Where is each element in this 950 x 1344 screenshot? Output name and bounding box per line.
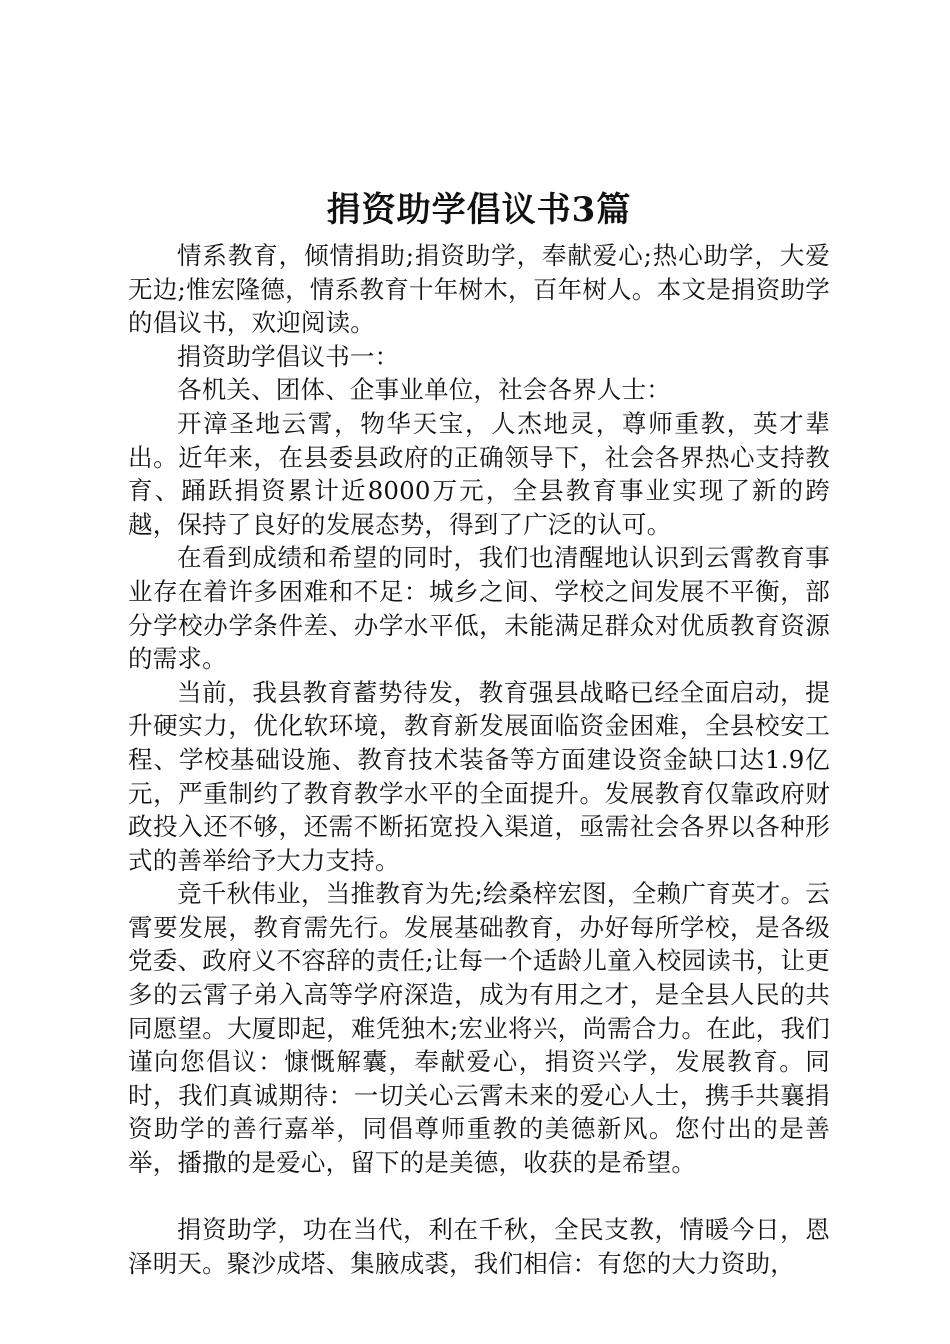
body-paragraph: 竞千秋伟业，当推教育为先;绘桑梓宏图，全赖广育英才。云霄要发展，教育需先行。发展基础教育，办好每所学校，是各级党委、政府义不容辞的责任;让每一个适龄儿童入校园读书，让更多的云霄子弟入高等学府深造，成为有用之才，是全县人民的共同愿望。大厦即起，难凭独木;宏业将兴，尚需合力。在此，我们谨向您倡议：慷慨解囊，奉献爱心，捐资兴学，发展教育。同时，我们真诚期待：一切关心云霄未来的爱心人士，携手共襄捐资助学的善行嘉举，同倡尊师重教的美德新风。您付出的是善举，播撒的是爱心，留下的是美德，收获的是希望。 (128, 879, 830, 1178)
body-paragraph: 当前，我县教育蓄势待发，教育强县战略已经全面启动，提升硬实力，优化软环境，教育新发展面临资金困难，全县校安工程、学校基础设施、教育技术装备等方面建设资金缺口达1.9亿元，严重制约了教育教学水平的全面提升。发展教育仅靠政府财政投入还不够，还需不断拓宽投入渠道，亟需社会各界以各种形式的善举给予大力支持。 (128, 677, 830, 875)
salutation: 各机关、团体、企事业单位，社会各界人士： (177, 375, 671, 405)
document-page (128, 185, 830, 1280)
document-title: 捐资助学倡议书3篇 (326, 190, 632, 230)
closing-paragraph: 捐资助学，功在当代，利在千秋，全民支教，情暖今日，恩泽明天。聚沙成塔、集腋成裘，我们相信：有您的大力资助， (128, 1215, 830, 1278)
paragraph-spacer (128, 1180, 830, 1214)
intro-paragraph: 情系教育，倾情捐助;捐资助学，奉献爱心;热心助学，大爱无边;惟宏隆德，情系教育十年树木，百年树人。本文是捐资助学的倡议书，欢迎阅读。 (128, 241, 830, 338)
body-paragraph: 在看到成绩和希望的同时，我们也清醒地认识到云霄教育事业存在着许多困难和不足：城乡之间、学校之间发展不平衡，部分学校办学条件差、办学水平低，未能满足群众对优质教育资源的需求。 (128, 543, 830, 674)
body-paragraph: 开漳圣地云霄，物华天宝，人杰地灵，尊师重教，英才辈出。近年来，在县委县政府的正确领导下，社会各界热心支持教育、踊跃捐资累计近8000万元，全县教育事业实现了新的跨越，保持了良好的发展态势，得到了广泛的认可。 (128, 408, 830, 539)
section-heading: 捐资助学倡议书一： (177, 341, 400, 371)
